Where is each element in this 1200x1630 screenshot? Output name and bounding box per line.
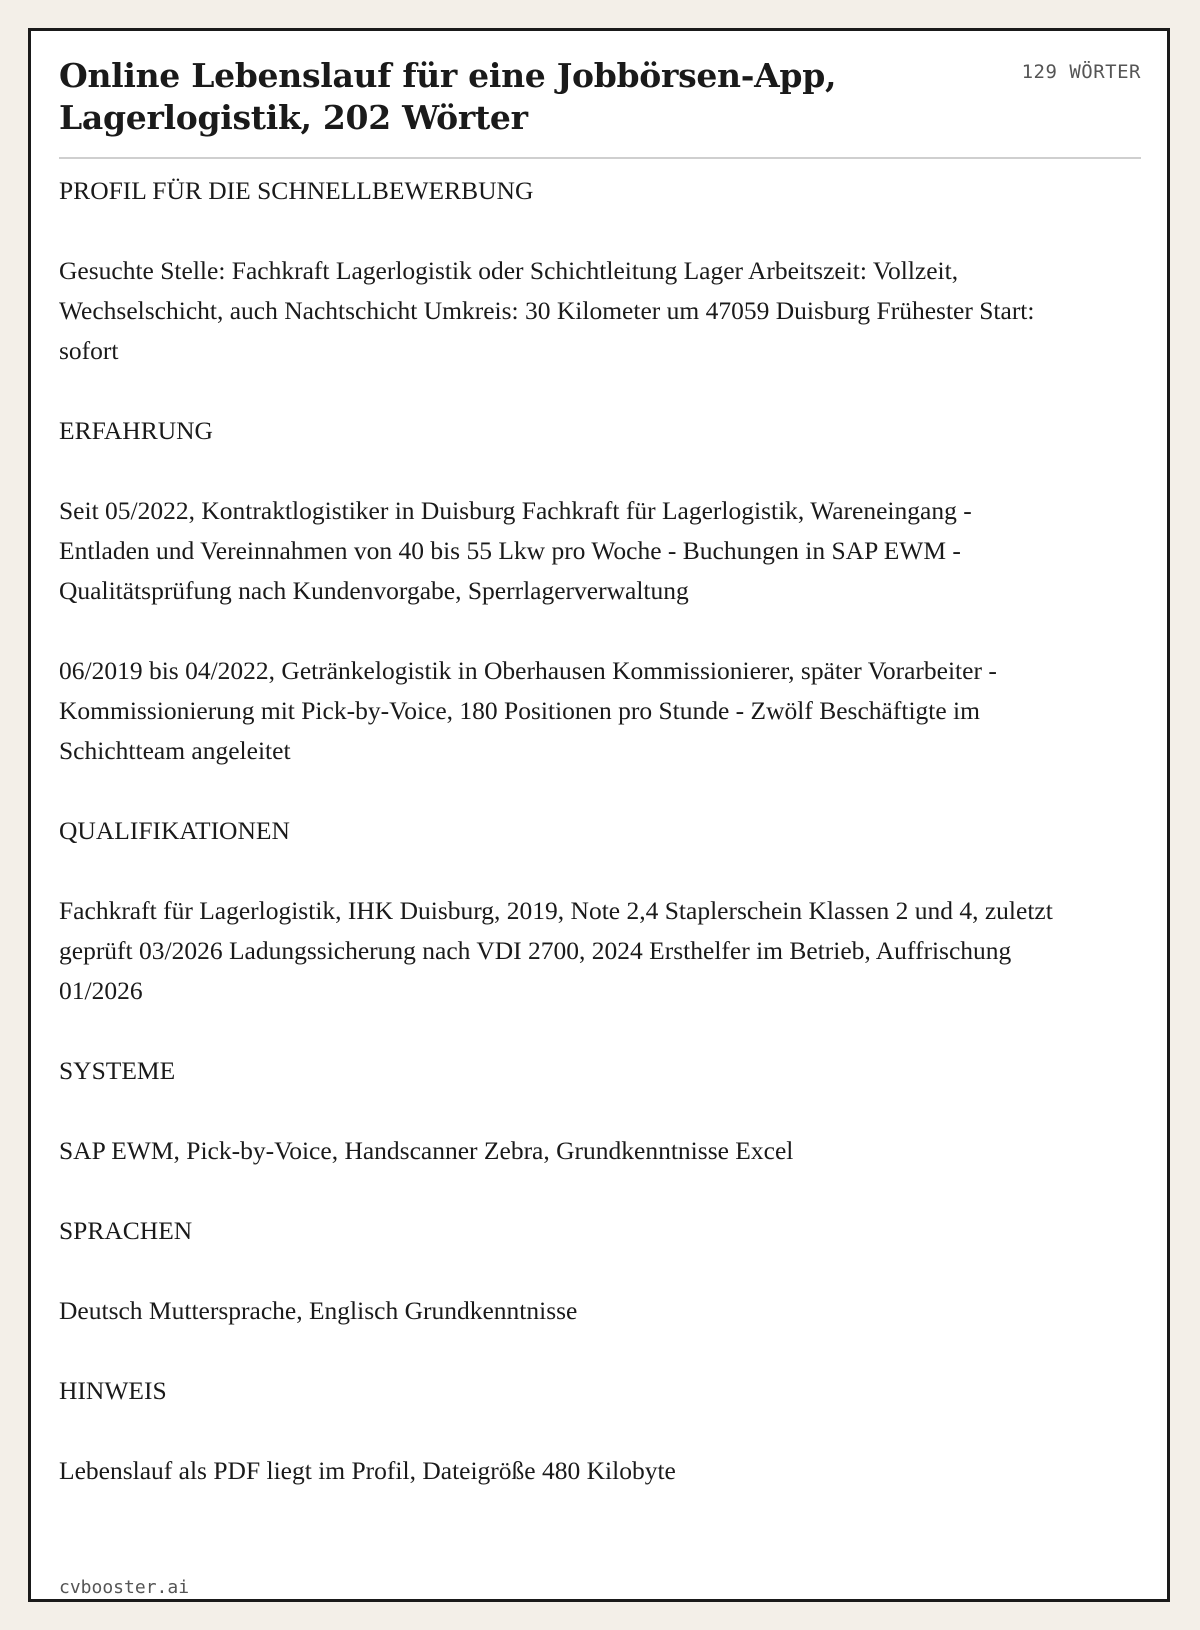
section-heading-hinweis: HINWEIS — [59, 1376, 167, 1405]
section-heading-sprachen: SPRACHEN — [59, 1216, 193, 1245]
document-card — [28, 28, 1170, 1602]
document-body — [59, 171, 1059, 1491]
experience-entry: Seit 05/2022, Kontraktlogistiker in Duisburg Fachkraft für Lagerlogistik, Wareneingang - Entladen und Vereinnahmen von 40 bis 55 Lkw pro Woche - Buchungen in SAP EWM - Qualitätsprüfung nach Kundenvorgabe, Sperrlagerverwaltung — [59, 496, 972, 605]
note-paragraph: Lebenslauf als PDF liegt im Profil, Dateigröße 480 Kilobyte — [59, 1456, 676, 1485]
section-heading-systeme: SYSTEME — [59, 1056, 176, 1085]
section-heading-qualifikationen: QUALIFIKATIONEN — [59, 816, 290, 845]
experience-entry: 06/2019 bis 04/2022, Getränkelogistik in Oberhausen Kommissionierer, später Vorarbeiter - Kommissionierung mit Pick-by-Voice, 180 Positionen pro Stunde - Zwölf Beschäftigte im Schichtteam angeleitet — [59, 656, 997, 765]
document-title: Online Lebenslauf für eine Jobbörsen-App, Lagerlogistik, 202 Wörter — [59, 56, 837, 137]
section-heading-profil: PROFIL FÜR DIE SCHNELLBEWERBUNG — [59, 176, 534, 205]
section-heading-erfahrung: ERFAHRUNG — [59, 416, 213, 445]
qualifications-paragraph: Fachkraft für Lagerlogistik, IHK Duisburg, 2019, Note 2,4 Staplerschein Klassen 2 und 4, zuletzt geprüft 03/2026 Ladungssicherung nach VDI 2700, 2024 Ersthelfer im Betrieb, Auffrischung 01/2026 — [59, 896, 1053, 1005]
document-header — [59, 55, 1141, 159]
languages-paragraph: Deutsch Muttersprache, Englisch Grundkenntnisse — [59, 1296, 578, 1325]
profil-paragraph: Gesuchte Stelle: Fachkraft Lagerlogistik oder Schichtleitung Lager Arbeitszeit: Vollzeit, Wechselschicht, auch Nachtschicht Umkreis: 30 Kilometer um 47059 Duisburg Frühester Start: sofort — [59, 256, 1035, 365]
word-count-badge: 129 WÖRTER — [1021, 61, 1141, 83]
footer-brand: cvbooster.ai — [59, 1577, 190, 1598]
systems-paragraph: SAP EWM, Pick-by-Voice, Handscanner Zebra, Grundkenntnisse Excel — [59, 1136, 794, 1165]
